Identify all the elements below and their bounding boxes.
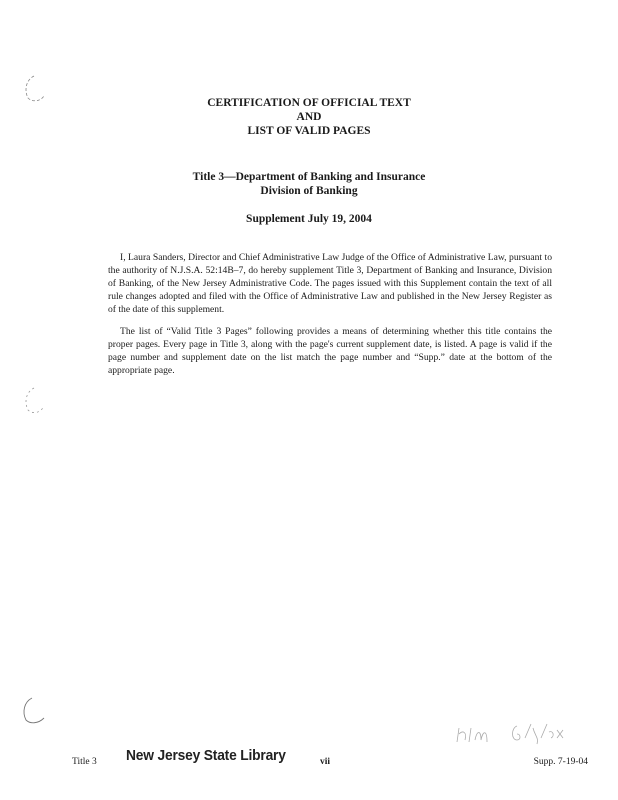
footer-supplement-date: Supp. 7-19-04 (533, 757, 588, 767)
department-heading (0, 170, 618, 198)
footer-title: Title 3 (72, 757, 97, 767)
title-line-2: AND (296, 111, 322, 123)
supplement-date-heading: Supplement July 19, 2004 (246, 213, 372, 225)
handwritten-annotation (455, 718, 575, 754)
division-line: Division of Banking (260, 185, 358, 197)
punch-hole-mark-bottom (18, 694, 50, 728)
valid-pages-paragraph: The list of “Valid Title 3 Pages” following provides a means of determining whether this title contains the proper pages. Every page in Title 3, along with the page's current supplement date, is listed. A page is valid if the page number and supplement date on the list match the page number and “Supp.” date at the bottom of the appropriate page. (108, 326, 552, 376)
title-line-3: LIST OF VALID PAGES (247, 125, 371, 137)
title-line-1: CERTIFICATION OF OFFICIAL TEXT (207, 97, 411, 109)
department-line: Title 3—Department of Banking and Insurance (192, 171, 426, 183)
punch-hole-mark-middle (20, 384, 50, 418)
library-stamp: New Jersey State Library (126, 747, 286, 764)
page-number: vii (320, 757, 331, 767)
certification-title (0, 96, 618, 138)
certification-paragraph: I, Laura Sanders, Director and Chief Administrative Law Judge of the Office of Administrative Law, pursuant to the authority of N.J.S.A. 52:14B–7, do hereby supplement Title 3, Department of Banking and Insurance, Division of Banking, of the New Jersey Administrative Code. The pages issued with this Supplement contain the text of all rule changes adopted and filed with the Office of Administrative Law and published in the New Jersey Register as of the date of this supplement. (108, 252, 552, 315)
